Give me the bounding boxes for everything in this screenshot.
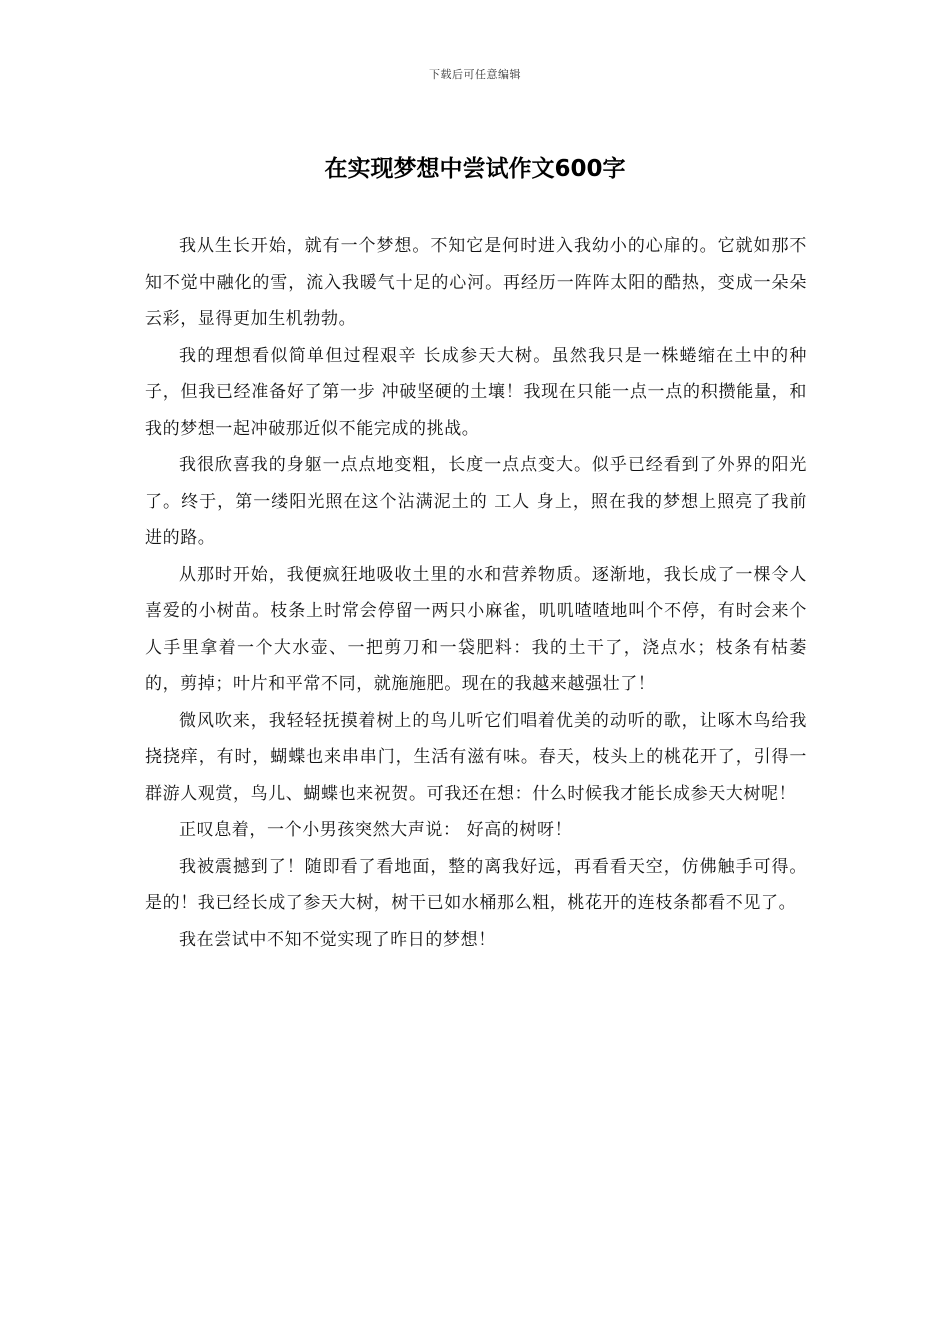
paragraph-2: 我的理想看似简单但过程艰辛 长成参天大树。虽然我只是一株蜷缩在土中的种子，但我已经准备好了第一步 冲破坚硬的土壤！我现在只能一点一点的积攒能量，和我的梦想一起冲破那近似不能完成的挑战。 — [145, 345, 807, 439]
document-title: 在实现梦想中尝试作文600字 — [324, 156, 626, 182]
paragraph-8: 我在尝试中不知不觉实现了昨日的梦想！ — [179, 929, 496, 950]
paragraph-6: 正叹息着，一个小男孩突然大声说： 好高的树呀！ — [179, 820, 573, 840]
paragraph-1: 我从生长开始，就有一个梦想。不知它是何时进入我幼小的心扉的。它就如那不知不觉中融化的雪，流入我暖气十足的心河。再经历一阵阵太阳的酷热，变成一朵朵云彩，显得更加生机勃勃。 — [145, 236, 807, 329]
paragraph-3: 我很欣喜我的身躯一点点地变粗，长度一点点变大。似乎已经看到了外界的阳光了。终于，第一缕阳光照在这个沾满泥土的 工人 身上，照在我的梦想上照亮了我前进的路。 — [145, 455, 807, 548]
paragraph-4: 从那时开始，我便疯狂地吸收土里的水和营养物质。逐渐地，我长成了一棵令人喜爱的小树苗。枝条上时常会停留一两只小麻雀，叽叽喳喳地叫个不停，有时会来个人手里拿着一个大水壶、一把剪刀和一袋肥料：我的土干了，浇点水；枝条有枯萎的，剪掉；叶片和平常不同，就施施肥。现在的我越来越强壮了！ — [145, 564, 807, 694]
paragraph-5: 微风吹来，我轻轻抚摸着树上的鸟儿听它们唱着优美的动听的歌，让啄木鸟给我挠挠痒，有时，蝴蝶也来串串门，生活有滋有味。春天，枝头上的桃花开了，引得一群游人观赏，鸟儿、蝴蝶也来祝贺。可我还在想：什么时候我才能长成参天大树呢！ — [145, 710, 807, 804]
essay-body — [145, 228, 807, 958]
paragraph-7: 我被震撼到了！随即看了看地面，整的离我好远，再看看天空，仿佛触手可得。是的！我已经长成了参天大树，树干已如水桶那么粗，桃花开的连枝条都看不见了。 — [145, 856, 807, 913]
header-note: 下载后可任意编辑 — [429, 68, 521, 81]
